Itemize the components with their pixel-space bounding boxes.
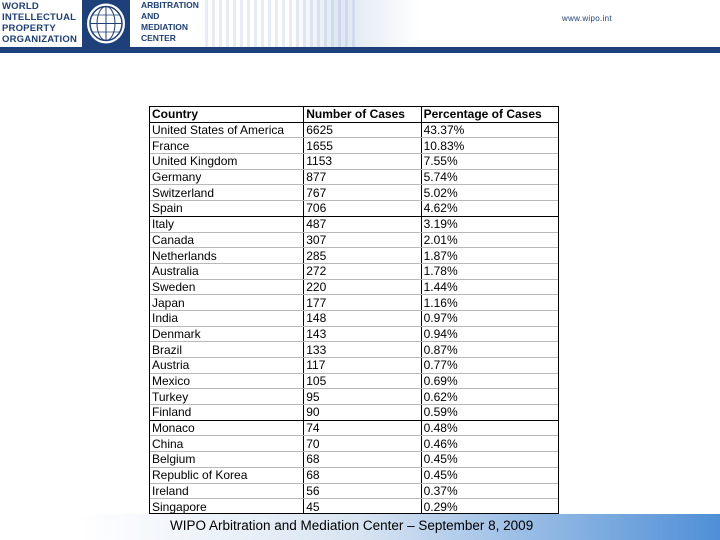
country-cell: Germany [150, 169, 304, 185]
country-cell: United Kingdom [150, 154, 304, 170]
table-row [150, 310, 558, 326]
cases-cell: 105 [304, 373, 421, 389]
table-row [150, 122, 558, 138]
cases-cell: 487 [304, 216, 421, 232]
percentage-cell: 5.74% [421, 169, 558, 185]
cases-cell: 68 [304, 467, 421, 483]
country-cell: United States of America [150, 122, 304, 138]
cases-cell: 6625 [304, 122, 421, 138]
table-row [150, 420, 558, 436]
percentage-cell: 1.16% [421, 295, 558, 311]
footer-text: WIPO Arbitration and Mediation Center – September 8, 2009 [170, 518, 534, 533]
table-row [150, 185, 558, 201]
organization-name [2, 1, 78, 45]
table-row [150, 326, 558, 342]
table-row [150, 279, 558, 295]
percentage-cell: 1.78% [421, 263, 558, 279]
org-name-line: PROPERTY [2, 23, 56, 34]
column-header-cases: Number of Cases [304, 107, 421, 122]
percentage-cell: 10.83% [421, 138, 558, 154]
percentage-cell: 0.59% [421, 405, 558, 421]
country-cell: Denmark [150, 326, 304, 342]
table-row [150, 138, 558, 154]
table-body [150, 122, 558, 514]
cases-cell: 1655 [304, 138, 421, 154]
country-cell: Ireland [150, 483, 304, 499]
percentage-cell: 0.87% [421, 342, 558, 358]
cases-table [150, 107, 558, 515]
cases-cell: 148 [304, 310, 421, 326]
table-row [150, 467, 558, 483]
percentage-cell: 0.94% [421, 326, 558, 342]
table-row [150, 201, 558, 217]
country-cell: Sweden [150, 279, 304, 295]
percentage-cell: 5.02% [421, 185, 558, 201]
center-name-line: ARBITRATION [141, 0, 199, 10]
column-header-country: Country [150, 107, 304, 122]
table-header-row [150, 107, 558, 122]
table-row [150, 405, 558, 421]
country-cell: Japan [150, 295, 304, 311]
cases-cell: 1153 [304, 154, 421, 170]
center-name-line: MEDIATION [141, 22, 189, 32]
cases-cell: 45 [304, 499, 421, 515]
org-name-line: WORLD [2, 1, 39, 12]
country-cell: Mexico [150, 373, 304, 389]
table-row [150, 232, 558, 248]
percentage-cell: 2.01% [421, 232, 558, 248]
cases-cell: 877 [304, 169, 421, 185]
percentage-cell: 3.19% [421, 216, 558, 232]
country-cell: Netherlands [150, 248, 304, 264]
table-row [150, 154, 558, 170]
percentage-cell: 0.45% [421, 452, 558, 468]
percentage-cell: 4.62% [421, 201, 558, 217]
country-cell: France [150, 138, 304, 154]
table-row [150, 452, 558, 468]
percentage-cell: 0.37% [421, 483, 558, 499]
country-cell: Belgium [150, 452, 304, 468]
table-row [150, 499, 558, 515]
country-cell: Italy [150, 216, 304, 232]
cases-cell: 285 [304, 248, 421, 264]
country-cell: Turkey [150, 389, 304, 405]
table-row [150, 342, 558, 358]
cases-cell: 272 [304, 263, 421, 279]
cases-cell: 706 [304, 201, 421, 217]
cases-cell: 133 [304, 342, 421, 358]
country-cell: Spain [150, 201, 304, 217]
percentage-cell: 0.97% [421, 310, 558, 326]
table-row [150, 436, 558, 452]
percentage-cell: 7.55% [421, 154, 558, 170]
percentage-cell: 0.48% [421, 420, 558, 436]
country-cell: Brazil [150, 342, 304, 358]
cases-cell: 220 [304, 279, 421, 295]
cases-cell: 95 [304, 389, 421, 405]
percentage-cell: 0.77% [421, 358, 558, 374]
percentage-cell: 0.62% [421, 389, 558, 405]
cases-cell: 143 [304, 326, 421, 342]
country-cell: Republic of Korea [150, 467, 304, 483]
percentage-cell: 0.45% [421, 467, 558, 483]
percentage-cell: 1.44% [421, 279, 558, 295]
country-cell: Monaco [150, 420, 304, 436]
org-name-line: ORGANIZATION [2, 34, 78, 45]
table-row [150, 358, 558, 374]
cases-cell: 74 [304, 420, 421, 436]
cases-cell: 68 [304, 452, 421, 468]
percentage-cell: 0.46% [421, 436, 558, 452]
table-row [150, 295, 558, 311]
cases-cell: 307 [304, 232, 421, 248]
country-cell: Switzerland [150, 185, 304, 201]
center-name-line: AND [141, 11, 160, 21]
table-row [150, 248, 558, 264]
cases-cell: 177 [304, 295, 421, 311]
column-header-percentage: Percentage of Cases [421, 107, 558, 122]
country-cell: Austria [150, 358, 304, 374]
website-link[interactable]: www.wipo.int [562, 14, 612, 23]
header-bar [0, 47, 720, 53]
table-row [150, 373, 558, 389]
center-name-line: CENTER [141, 33, 176, 43]
table-row [150, 169, 558, 185]
country-cell: Finland [150, 405, 304, 421]
cases-cell: 70 [304, 436, 421, 452]
country-cell: Canada [150, 232, 304, 248]
country-cell: Singapore [150, 499, 304, 515]
table-row [150, 263, 558, 279]
country-cell: China [150, 436, 304, 452]
table-row [150, 483, 558, 499]
country-cell: India [150, 310, 304, 326]
percentage-cell: 43.37% [421, 122, 558, 138]
cases-cell: 117 [304, 358, 421, 374]
arbitration-center-name [141, 0, 211, 44]
percentage-cell: 1.87% [421, 248, 558, 264]
cases-cell: 90 [304, 405, 421, 421]
percentage-cell: 0.69% [421, 373, 558, 389]
org-name-line: INTELLECTUAL [2, 12, 77, 23]
percentage-cell: 0.29% [421, 499, 558, 515]
table-row [150, 216, 558, 232]
cases-cell: 56 [304, 483, 421, 499]
wipo-emblem-icon [82, 0, 130, 47]
table-row [150, 389, 558, 405]
country-cell: Australia [150, 263, 304, 279]
cases-cell: 767 [304, 185, 421, 201]
header-decoration [205, 0, 355, 47]
